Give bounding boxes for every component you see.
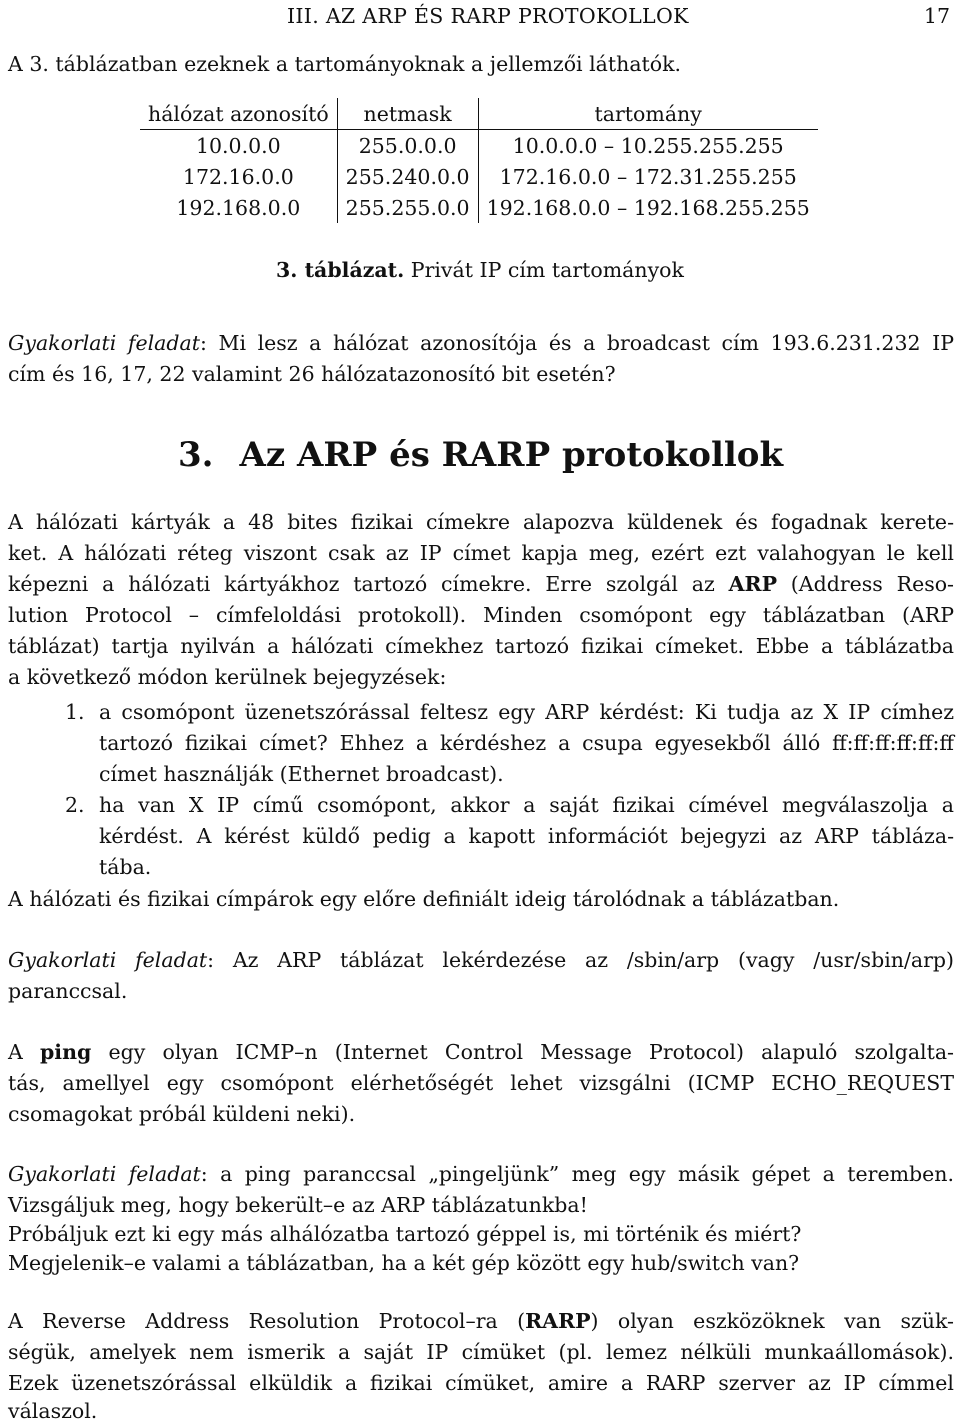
ping-text: egy olyan ICMP–n (Internet Control Message Protocol) alapuló szolgalta- [91, 1040, 954, 1064]
list-number: 1. [65, 700, 85, 724]
table-row [140, 192, 818, 223]
exercise3-line: Próbáljuk ezt ki egy más alhálózatba tartozó géppel is, mi történik és miért? [8, 1222, 802, 1246]
exercise2-line2: paranccsal. [8, 979, 128, 1003]
arp-term: ARP [728, 572, 777, 596]
caption-label: 3. táblázat. [276, 258, 405, 282]
section-title: Az ARP és RARP protokollok [239, 435, 784, 475]
ping-text: A [8, 1040, 40, 1064]
list-item-line: tartozó fizikai címet? Ehhez a kérdéshez a csupa egyesekből álló ff:ff:ff:ff:ff:ff [99, 731, 954, 755]
table-caption [0, 258, 960, 282]
table-cell: 255.240.0.0 [337, 161, 478, 192]
table-cell: 10.0.0.0 [195, 133, 281, 158]
table-cell: 255.255.0.0 [337, 192, 478, 223]
table-row [140, 130, 818, 162]
section-number: 3. [178, 435, 214, 475]
para1-line: a következő módon kerülnek bejegyzések: [8, 665, 447, 689]
list-item-line: tába. [99, 855, 152, 879]
para1-line: táblázat) tartja nyilván a hálózati címekhez tartozó fizikai címeket. Ebbe a táblázatba [8, 634, 954, 658]
table-cell: 172.16.0.0 [182, 164, 294, 189]
exercise1-line1 [8, 331, 954, 355]
exercise-label: Gyakorlati feladat [8, 331, 200, 355]
exercise3-line: Megjelenik–e valami a táblázatban, ha a két gép között egy hub/switch van? [8, 1251, 800, 1275]
table-header-cell: hálózat azonosító [140, 98, 337, 130]
exercise2-line1 [8, 948, 954, 972]
exercise1-line2: cím és 16, 17, 22 valamint 26 hálózatazonosító bit esetén? [8, 362, 616, 386]
list-item-line: ha van X IP című csomópont, akkor a saját fizikai címével megválaszolja a [99, 793, 954, 817]
table-cell: 192.168.0.0 [176, 195, 301, 220]
ping-term: ping [39, 1040, 92, 1064]
rarp-term: RARP [525, 1309, 591, 1333]
private-ip-table [140, 98, 818, 223]
rarp-line: ségük, amelyek nem ismerik a saját IP címüket (pl. lemez nélküli munkaállomások). [8, 1340, 954, 1364]
page-number: 17 [923, 4, 950, 28]
para1-text: (Address Reso- [776, 572, 954, 596]
table-cell: 10.0.0.0 – 10.255.255.255 [478, 130, 818, 162]
table-cell: 192.168.0.0 – 192.168.255.255 [478, 192, 818, 223]
section-heading [178, 435, 783, 475]
rarp-line: Ezek üzenetszórással elküldik a fizikai címüket, amire a RARP szerver az IP címmel [8, 1371, 954, 1395]
rarp-text: A Reverse Address Resolution Protocol–ra ( [8, 1309, 526, 1333]
exercise3-text: : a ping paranccsal „pingeljünk” meg egy másik gépet a teremben. [200, 1162, 954, 1186]
ping-line: tás, amellyel egy csomópont elérhetőségét lehet vizsgálni (ICMP ECHO_REQUEST [8, 1071, 954, 1095]
list-number: 2. [65, 793, 85, 817]
exercise-label: Gyakorlati feladat [8, 948, 208, 972]
para1-text: képezni a hálózati kártyákhoz tartozó címekre. Erre szolgál az [8, 572, 715, 596]
para2: A hálózati és fizikai címpárok egy előre definiált ideig tárolódnak a táblázatban. [8, 887, 840, 911]
rarp-text: ) olyan eszközöknek van szük- [590, 1309, 954, 1333]
table-header-cell: tartomány [478, 98, 818, 130]
rarp-line [8, 1309, 954, 1333]
table-cell: 255.0.0.0 [337, 130, 478, 162]
table-header-cell: netmask [337, 98, 478, 130]
para1-line: lution Protocol – címfeloldási protokoll). Minden csomópont egy táblázatban (ARP [8, 603, 954, 627]
exercise1-text: : Mi lesz a hálózat azonosítója és a broadcast cím 193.6.231.232 IP [199, 331, 954, 355]
exercise-label: Gyakorlati feladat [8, 1162, 201, 1186]
exercise3-line: Vizsgáljuk meg, hogy bekerült–e az ARP táblázatunkba! [8, 1193, 588, 1217]
ping-line [8, 1040, 954, 1064]
page-header [0, 4, 960, 28]
exercise2-text: : Az ARP táblázat lekérdezése az /sbin/arp (vagy /usr/sbin/arp) [207, 948, 954, 972]
caption-text: Privát IP cím tartományok [404, 258, 684, 282]
ping-line: csomagokat próbál küldeni neki). [8, 1102, 356, 1126]
exercise3-line1 [8, 1162, 954, 1186]
list-item-line: címet használják (Ethernet broadcast). [99, 762, 504, 786]
running-title: III. AZ ARP ÉS RARP PROTOKOLLOK [287, 4, 689, 28]
list-item-line: a csomópont üzenetszórással feltesz egy ARP kérdést: Ki tudja az X IP címhez [99, 700, 954, 724]
table-row [140, 161, 818, 192]
rarp-line: válaszol. [8, 1399, 98, 1423]
table-cell: 172.16.0.0 – 172.31.255.255 [478, 161, 818, 192]
para1-line [8, 572, 954, 596]
table-header-row [140, 98, 818, 130]
para1-line: A hálózati kártyák a 48 bites fizikai címekre alapozva küldenek és fogadnak kerete- [8, 510, 954, 534]
intro-text: A 3. táblázatban ezeknek a tartományoknak a jellemzői láthatók. [8, 52, 682, 76]
list-item-line: kérdést. A kérést küldő pedig a kapott információt bejegyzi az ARP tábláza- [99, 824, 954, 848]
para1-line: ket. A hálózati réteg viszont csak az IP címet kapja meg, ezért ezt valahogyan le kell [8, 541, 954, 565]
